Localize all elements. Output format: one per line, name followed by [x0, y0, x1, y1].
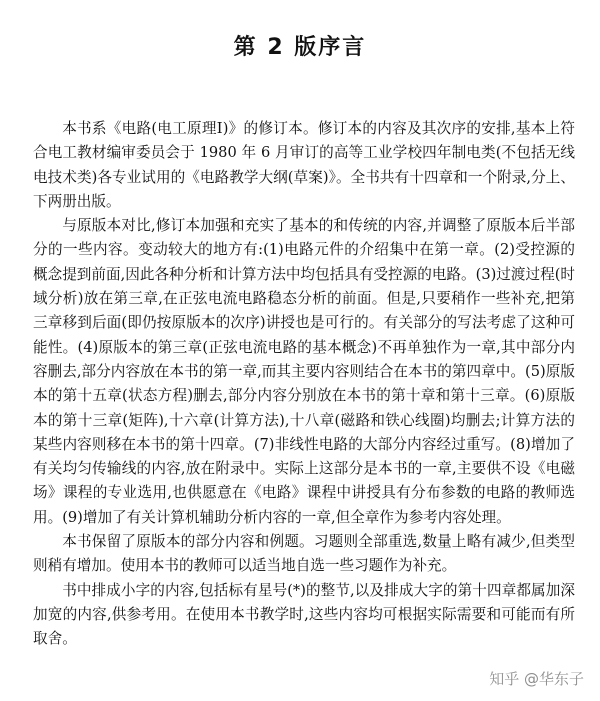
- paragraph-4: 书中排成小字的内容,包括标有星号(*)的整节,以及排成大字的第十四章都属加深加宽的内容,供参考用。在使用本书教学时,这些内容均可根据实际需要和可能而有所取舍。: [33, 581, 575, 648]
- page-title: 第 2 版序言: [233, 35, 367, 60]
- paragraph-3: 本书保留了原版本的部分内容和例题。习题则全部重选,数量上略有减少,但类型则稍有增加。使用本书的教师可以适当地自选一些习题作为补充。: [33, 533, 575, 575]
- paragraph-2: 与原版本对比,修订本加强和充实了基本的和传统的内容,并调整了原版本后半部分的一些内容。变动较大的地方有:(1)电路元件的介绍集中在第一章。(2)受控源的概念提到前面,因此各种分析和计算方法中均包括具有受控源的电路。(3)过渡过程(时域分析)放在第三章,在正弦电流电路稳态分析的前面。但是,只要稍作一些补充,把第三章移到后面(即仍按原版本的次序)讲授也是可行的。有关部分的写法考虑了这种可能性。(4)原版本的第三章(正弦电流电路的基本概念)不再单独作为一章,其中部分内容删去,部分内容放在本书的第一章,而其主要内容则结合在本书的第四章中。(5)原版本的第十五章(状态方程)删去,部分内容分别放在本书的第十章和第十三章。(6)原版本的第十三章(矩阵),十六章(计算方法),十八章(磁路和铁心线圈)均删去;计算方法的某些内容则移在本书的第十四章。(7)非线性电路的大部分内容经过重写。(8)增加了有关均匀传输线的内容,放在附录中。实际上这部分是本书的一章,主要供不设《电磁场》课程的专业选用,也供愿意在《电路》课程中讲授具有分布参数的电路的教师选用。(9)增加了有关计算机辅助分析内容的一章,但全章作为参考内容处理。: [33, 217, 575, 526]
- paragraph-1: 本书系《电路(电工原理Ⅰ)》的修订本。修订本的内容及其次序的安排,基本上符合电工教材编审委员会于 1980 年 6 月审订的高等工业学校四年制电类(不包括无线电技术类)各专业试用的《电路教学大纲(草案)》。全书共有十四章和一个附录,分上、下两册出版。: [33, 120, 575, 210]
- watermark: 知乎 @华东子: [489, 670, 584, 688]
- body-text: [33, 117, 575, 652]
